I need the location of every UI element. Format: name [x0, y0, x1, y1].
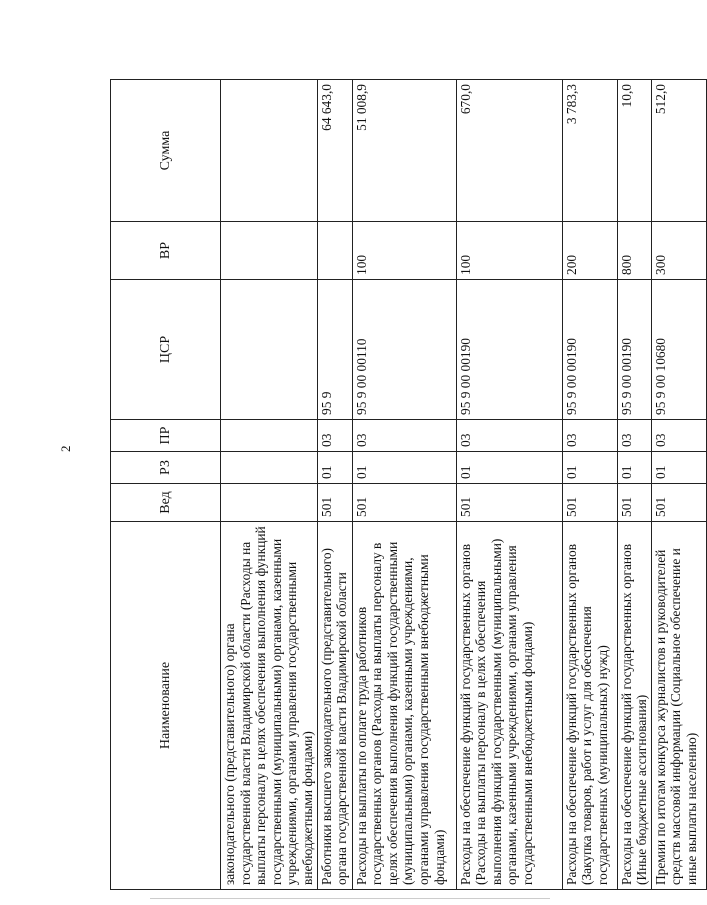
row-name: Работники высшего законодательного (представительного) органа государственной власти Владимирской области	[317, 522, 352, 890]
scan-edge-line	[150, 898, 550, 899]
row-sum: 670,0	[456, 80, 562, 222]
table-row	[352, 80, 456, 890]
table-header-row	[111, 80, 221, 890]
header-sum: Сумма	[111, 80, 221, 222]
row-rz: 01	[562, 452, 617, 484]
row-rz: 01	[456, 452, 562, 484]
row-csr: 95 9 00 00190	[617, 280, 651, 420]
row-sum: 64 643,0	[317, 80, 352, 222]
row-ved: 501	[456, 484, 562, 522]
row-rz	[221, 452, 318, 484]
row-csr: 95 9 00 10680	[651, 280, 706, 420]
row-sum: 10,0	[617, 80, 651, 222]
row-pr: 03	[352, 420, 456, 452]
row-sum	[221, 80, 318, 222]
row-name: Расходы на обеспечение функций государственных органов (Иные бюджетные ассигнования)	[617, 522, 651, 890]
row-pr: 03	[456, 420, 562, 452]
row-csr: 95 9 00 00190	[562, 280, 617, 420]
row-name: законодательного (представительного) органа государственной власти Владимирской области (Расходы на выплаты персоналу в целях обеспечения выполнения функций государственными (муниципальными) органами, казенными учреждениями, органами управления государственными внебюджетными фондами)	[221, 522, 318, 890]
row-ved: 501	[352, 484, 456, 522]
table-row	[456, 80, 562, 890]
header-pr: ПР	[111, 420, 221, 452]
row-csr: 95 9 00 00190	[456, 280, 562, 420]
row-name: Расходы на обеспечение функций государственных органов (Расходы на выплаты персоналу в целях обеспечения выполнения функций государственными (муниципальными) органами, казенными учреждениями, органами управления государственными внебюджетными фондами)	[456, 522, 562, 890]
row-pr: 03	[317, 420, 352, 452]
header-ved: Вед	[111, 484, 221, 522]
row-vr: 100	[456, 222, 562, 280]
header-vr: ВР	[111, 222, 221, 280]
rotated-table-frame	[110, 80, 699, 890]
row-pr	[221, 420, 318, 452]
row-vr: 300	[651, 222, 706, 280]
table-row	[562, 80, 617, 890]
row-rz: 01	[317, 452, 352, 484]
header-csr: ЦСР	[111, 280, 221, 420]
row-sum: 51 008,9	[352, 80, 456, 222]
row-name: Расходы на выплаты по оплате труда работников государственных органов (Расходы на выплаты персоналу в целях обеспечения выполнения функций государственными (муниципальными) органами, казенными учреждениями, органами управления государственными внебюджетными фондами)	[352, 522, 456, 890]
row-vr: 800	[617, 222, 651, 280]
row-sum: 3 783,3	[562, 80, 617, 222]
row-ved: 501	[617, 484, 651, 522]
row-vr	[221, 222, 318, 280]
row-ved	[221, 484, 318, 522]
table-row	[221, 80, 318, 890]
row-csr: 95 9 00 00110	[352, 280, 456, 420]
row-rz: 01	[617, 452, 651, 484]
row-pr: 03	[617, 420, 651, 452]
row-vr: 100	[352, 222, 456, 280]
row-ved: 501	[562, 484, 617, 522]
row-pr: 03	[651, 420, 706, 452]
row-csr: 95 9	[317, 280, 352, 420]
table-row	[651, 80, 706, 890]
header-name: Наименование	[111, 522, 221, 890]
row-rz: 01	[651, 452, 706, 484]
row-pr: 03	[562, 420, 617, 452]
budget-table	[110, 79, 707, 890]
page-number: 2	[58, 445, 73, 452]
row-csr	[221, 280, 318, 420]
row-sum: 512,0	[651, 80, 706, 222]
row-vr: 200	[562, 222, 617, 280]
row-ved: 501	[651, 484, 706, 522]
row-vr	[317, 222, 352, 280]
table-row	[317, 80, 352, 890]
row-name: Премии по итогам конкурса журналистов и руководителей средств массовой информации (Социальное обеспечение и иные выплаты населению)	[651, 522, 706, 890]
row-ved: 501	[317, 484, 352, 522]
row-name: Расходы на обеспечение функций государственных органов (Закупка товаров, работ и услуг для обеспечения государственных (муниципальных) нужд)	[562, 522, 617, 890]
row-rz: 01	[352, 452, 456, 484]
table-row	[617, 80, 651, 890]
header-rz: РЗ	[111, 452, 221, 484]
